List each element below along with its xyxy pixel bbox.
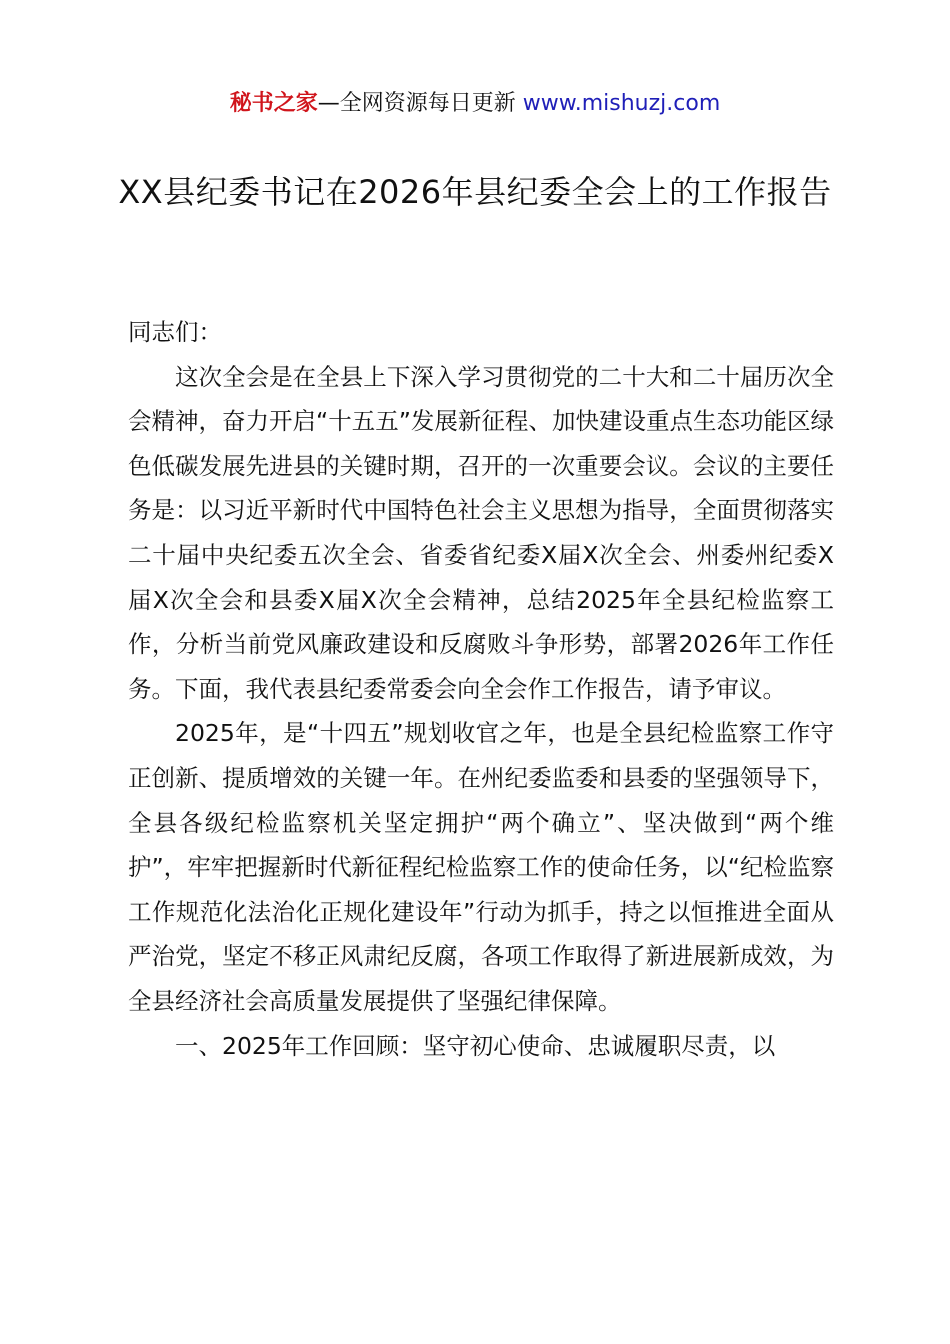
site-header bbox=[0, 88, 950, 120]
section-heading-1: 一、2025年工作回顾：坚守初心使命、忠诚履职尽责，以 bbox=[175, 1031, 776, 1060]
document-title: XX县纪委书记在2026年县纪委全会上的工作报告 bbox=[118, 173, 832, 211]
document-body bbox=[128, 310, 834, 1068]
paragraph-review: 2025年，是“十四五”规划收官之年，也是全县纪检监察工作守正创新、提质增效的关键一年。在州纪委监委和县委的坚强领导下，全县各级纪检监察机关坚定拥护“两个确立”、坚决做到“两个维护”，牢牢把握新时代新征程纪检监察工作的使命任务，以“纪检监察工作规范化法治化正规化建设年”行动为抓手，持之以恒推进全面从严治党，坚定不移正风肃纪反腐，各项工作取得了新进展新成效，为全县经济社会高质量发展提供了坚强纪律保障。 bbox=[128, 719, 834, 1015]
site-url-link[interactable]: www.mishuzj.com bbox=[522, 91, 721, 116]
salutation: 同志们： bbox=[128, 318, 222, 346]
paragraph-intro: 这次全会是在全县上下深入学习贯彻党的二十大和二十届历次全会精神，奋力开启“十五五”发展新征程、加快建设重点生态功能区绿色低碳发展先进县的关键时期，召开的一次重要会议。会议的主要任务是：以习近平新时代中国特色社会主义思想为指导，全面贯彻落实二十届中央纪委五次全会、省委省纪委X届X次全会、州委州纪委X届X次全会和县委X届X次全会精神，总结2025年全县纪检监察工作，分析当前党风廉政建设和反腐败斗争形势，部署2026年工作任务。下面，我代表县纪委常委会向全会作工作报告，请予审议。 bbox=[128, 362, 834, 703]
site-brand: 秘书之家 bbox=[229, 91, 318, 116]
site-tagline: —全网资源每日更新 bbox=[317, 91, 523, 116]
